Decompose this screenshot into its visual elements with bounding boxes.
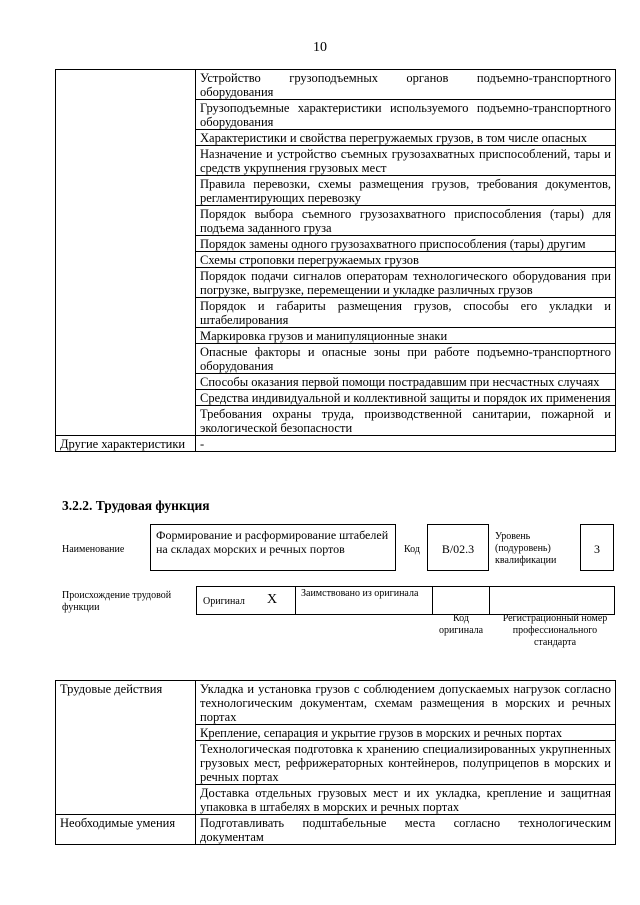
table-row [56, 70, 616, 100]
knowledge-item: Порядок замены одного грузозахватного приспособления (тары) другим [196, 236, 616, 252]
knowledge-item: Порядок и габариты размещения грузов, способы его укладки и штабелирования [196, 298, 616, 328]
labor-action-item: Доставка отдельных грузовых мест и их укладка, крепление и защитная упаковка в штабелях в морских и речных портах [196, 785, 616, 815]
original-mark: X [267, 592, 278, 607]
code-label: Код [404, 544, 420, 555]
knowledge-item: Схемы строповки перегружаемых грузов [196, 252, 616, 268]
page-number: 10 [313, 40, 327, 55]
borrowed-box [295, 586, 433, 615]
knowledge-table [55, 69, 616, 452]
borrowed-label: Заимствовано из оригинала [301, 588, 419, 599]
code-original-box [432, 586, 490, 615]
origin-label: Происхождение трудовой функции [62, 590, 172, 613]
knowledge-item: Устройство грузоподъемных органов подъемно-транспортного оборудования [196, 70, 616, 100]
table-label-cell-empty [56, 70, 196, 436]
table-row [56, 436, 616, 452]
knowledge-item: Назначение и устройство съемных грузозахватных приспособлений, тары и средств укрупнения грузовых мест [196, 146, 616, 176]
knowledge-item: Способы оказания первой помощи пострадавшим при несчастных случаях [196, 374, 616, 390]
knowledge-item: Средства индивидуальной и коллективной защиты и порядок их применения [196, 390, 616, 406]
name-box [150, 524, 396, 571]
name-label: Наименование [62, 544, 125, 555]
original-label: Оригинал [203, 596, 245, 607]
knowledge-item: Грузоподъемные характеристики используемого подъемно-транспортного оборудования [196, 100, 616, 130]
knowledge-item: Характеристики и свойства перегружаемых грузов, в том числе опасных [196, 130, 616, 146]
reg-number-caption: Регистрационный номер профессионального стандарта [502, 613, 608, 648]
name-value: Формирование и расформирование штабелей на складах морских и речных портов [156, 528, 389, 556]
original-box [196, 586, 296, 615]
labor-actions-table [55, 680, 616, 845]
knowledge-item: Требования охраны труда, производственной санитарии, пожарной и экологической безопасности [196, 406, 616, 436]
table-row [56, 815, 616, 845]
code-box [427, 524, 489, 571]
skills-label: Необходимые умения [56, 815, 196, 845]
other-characteristics-label: Другие характеристики [56, 436, 196, 452]
section-heading: 3.2.2. Трудовая функция [62, 498, 210, 513]
knowledge-item: Порядок выбора съемного грузозахватного приспособления (тары) для подъема заданного груза [196, 206, 616, 236]
labor-actions-label: Трудовые действия [56, 681, 196, 815]
code-original-caption: Код оригинала [438, 613, 484, 636]
reg-number-box [489, 586, 615, 615]
other-characteristics-value: - [196, 436, 616, 452]
knowledge-item: Правила перевозки, схемы размещения грузов, требования документов, регламентирующих перевозку [196, 176, 616, 206]
level-label: Уровень (подуровень) квалификации [495, 531, 557, 566]
skill-item: Подготавливать подштабельные места согласно технологическим документам [196, 815, 616, 845]
knowledge-item: Опасные факторы и опасные зоны при работе подъемно-транспортного оборудования [196, 344, 616, 374]
knowledge-item: Маркировка грузов и манипуляционные знаки [196, 328, 616, 344]
level-box [580, 524, 614, 571]
knowledge-item: Порядок подачи сигналов операторам технологического оборудования при погрузке, выгрузке, перемещении и укладке различных грузов [196, 268, 616, 298]
code-value: B/02.3 [441, 542, 475, 556]
labor-action-item: Укладка и установка грузов с соблюдением допускаемых нагрузок согласно технологическим документам, схемам размещения в морских и речных портах [196, 681, 616, 725]
labor-action-item: Технологическая подготовка к хранению специализированных укрупненных грузовых мест, рефрижераторных контейнеров, полуприцепов в морских и речных портах [196, 741, 616, 785]
level-value: 3 [594, 542, 600, 556]
table-row [56, 681, 616, 725]
labor-action-item: Крепление, сепарация и укрытие грузов в морских и речных портах [196, 725, 616, 741]
